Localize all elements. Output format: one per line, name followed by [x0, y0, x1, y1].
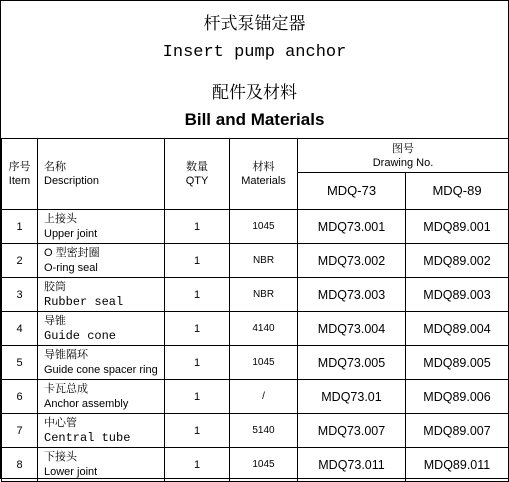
header-description-zh: 名称 — [44, 161, 66, 173]
drawing-number-b: MDQ89.005 — [406, 346, 509, 380]
item-material: 5140 — [230, 414, 298, 448]
title-english: Insert pump anchor — [162, 43, 347, 62]
drawing-number-a: MDQ73.007 — [298, 414, 406, 448]
description-en: Upper joint — [44, 227, 98, 240]
item-number: 2 — [2, 244, 38, 278]
header-item-en: Item — [8, 175, 31, 187]
drawing-number-b: MDQ89.006 — [406, 380, 509, 414]
header-qty-en: QTY — [185, 175, 209, 187]
header-materials-zh: 材料 — [252, 161, 275, 173]
item-description — [38, 448, 165, 482]
header-description-en: Description — [44, 175, 100, 187]
item-description — [38, 380, 165, 414]
description-en: Anchor assembly — [44, 397, 129, 410]
title-chinese: 杆式泵锚定器 — [203, 14, 306, 34]
header-drawing-en: Drawing No. — [372, 156, 434, 169]
item-qty: 1 — [165, 346, 230, 380]
header-model-a: MDQ-73 — [298, 173, 406, 210]
header-description — [38, 139, 165, 210]
item-description — [38, 278, 165, 312]
item-number: 7 — [2, 414, 38, 448]
description-zh: 导锥 — [44, 314, 66, 327]
item-description — [38, 210, 165, 244]
table-row — [2, 448, 509, 482]
item-number: 4 — [2, 312, 38, 346]
bill-of-materials-table — [1, 138, 509, 482]
description-en: Central tube — [44, 430, 131, 445]
item-number: 8 — [2, 448, 38, 482]
item-qty: 1 — [165, 380, 230, 414]
description-zh: 上接头 — [44, 212, 77, 225]
item-material: 4140 — [230, 312, 298, 346]
item-material: 1045 — [230, 448, 298, 482]
item-number: 6 — [2, 380, 38, 414]
description-zh: O 型密封圈 — [44, 246, 100, 259]
header-materials — [230, 139, 298, 210]
item-material: 1045 — [230, 210, 298, 244]
table-row — [2, 312, 509, 346]
item-number: 5 — [2, 346, 38, 380]
item-description — [38, 244, 165, 278]
item-number: 1 — [2, 210, 38, 244]
item-qty: 1 — [165, 278, 230, 312]
drawing-number-b: MDQ89.002 — [406, 244, 509, 278]
item-qty: 1 — [165, 448, 230, 482]
drawing-number-a: MDQ73.002 — [298, 244, 406, 278]
drawing-number-b: MDQ89.001 — [406, 210, 509, 244]
description-zh: 卡瓦总成 — [44, 382, 88, 395]
description-en: Rubber seal — [44, 294, 124, 309]
description-zh: 下接头 — [44, 450, 77, 463]
header-model-b: MDQ-89 — [406, 173, 509, 210]
drawing-number-a: MDQ73.011 — [298, 448, 406, 482]
item-material: / — [230, 380, 298, 414]
table-row — [2, 210, 509, 244]
drawing-number-b: MDQ89.004 — [406, 312, 509, 346]
table-row — [2, 244, 509, 278]
header-item — [2, 139, 38, 210]
drawing-number-b: MDQ89.003 — [406, 278, 509, 312]
description-zh: 胶筒 — [44, 280, 66, 293]
header-qty-zh: 数量 — [186, 161, 208, 173]
header-item-zh: 序号 — [8, 161, 31, 173]
description-zh: 导锥隔环 — [44, 348, 88, 361]
item-material: 1045 — [230, 346, 298, 380]
drawing-number-a: MDQ73.003 — [298, 278, 406, 312]
subtitle-english: Bill and Materials — [184, 110, 325, 129]
item-material: NBR — [230, 278, 298, 312]
item-qty: 1 — [165, 210, 230, 244]
description-en: O-ring seal — [44, 261, 98, 274]
item-description — [38, 346, 165, 380]
item-description — [38, 312, 165, 346]
item-material: NBR — [230, 244, 298, 278]
description-en: Lower joint — [44, 465, 98, 478]
drawing-number-b: MDQ89.011 — [406, 448, 509, 482]
item-description — [38, 414, 165, 448]
item-number: 3 — [2, 278, 38, 312]
table-row — [2, 346, 509, 380]
description-en: Guide cone — [44, 328, 117, 343]
subtitle-chinese: 配件及材料 — [212, 83, 297, 103]
description-zh: 中心管 — [44, 416, 77, 429]
header-materials-en: Materials — [241, 175, 286, 187]
drawing-number-a: MDQ73.01 — [298, 380, 406, 414]
table-row — [2, 414, 509, 448]
drawing-number-a: MDQ73.005 — [298, 346, 406, 380]
header-drawing-zh: 图号 — [392, 142, 414, 155]
item-qty: 1 — [165, 312, 230, 346]
drawing-number-b: MDQ89.007 — [406, 414, 509, 448]
table-row — [2, 278, 509, 312]
header-drawing-no — [298, 139, 509, 173]
item-qty: 1 — [165, 414, 230, 448]
description-en: Guide cone spacer ring — [44, 363, 158, 376]
item-qty: 1 — [165, 244, 230, 278]
table-row — [2, 380, 509, 414]
drawing-number-a: MDQ73.001 — [298, 210, 406, 244]
header-qty — [165, 139, 230, 210]
drawing-number-a: MDQ73.004 — [298, 312, 406, 346]
